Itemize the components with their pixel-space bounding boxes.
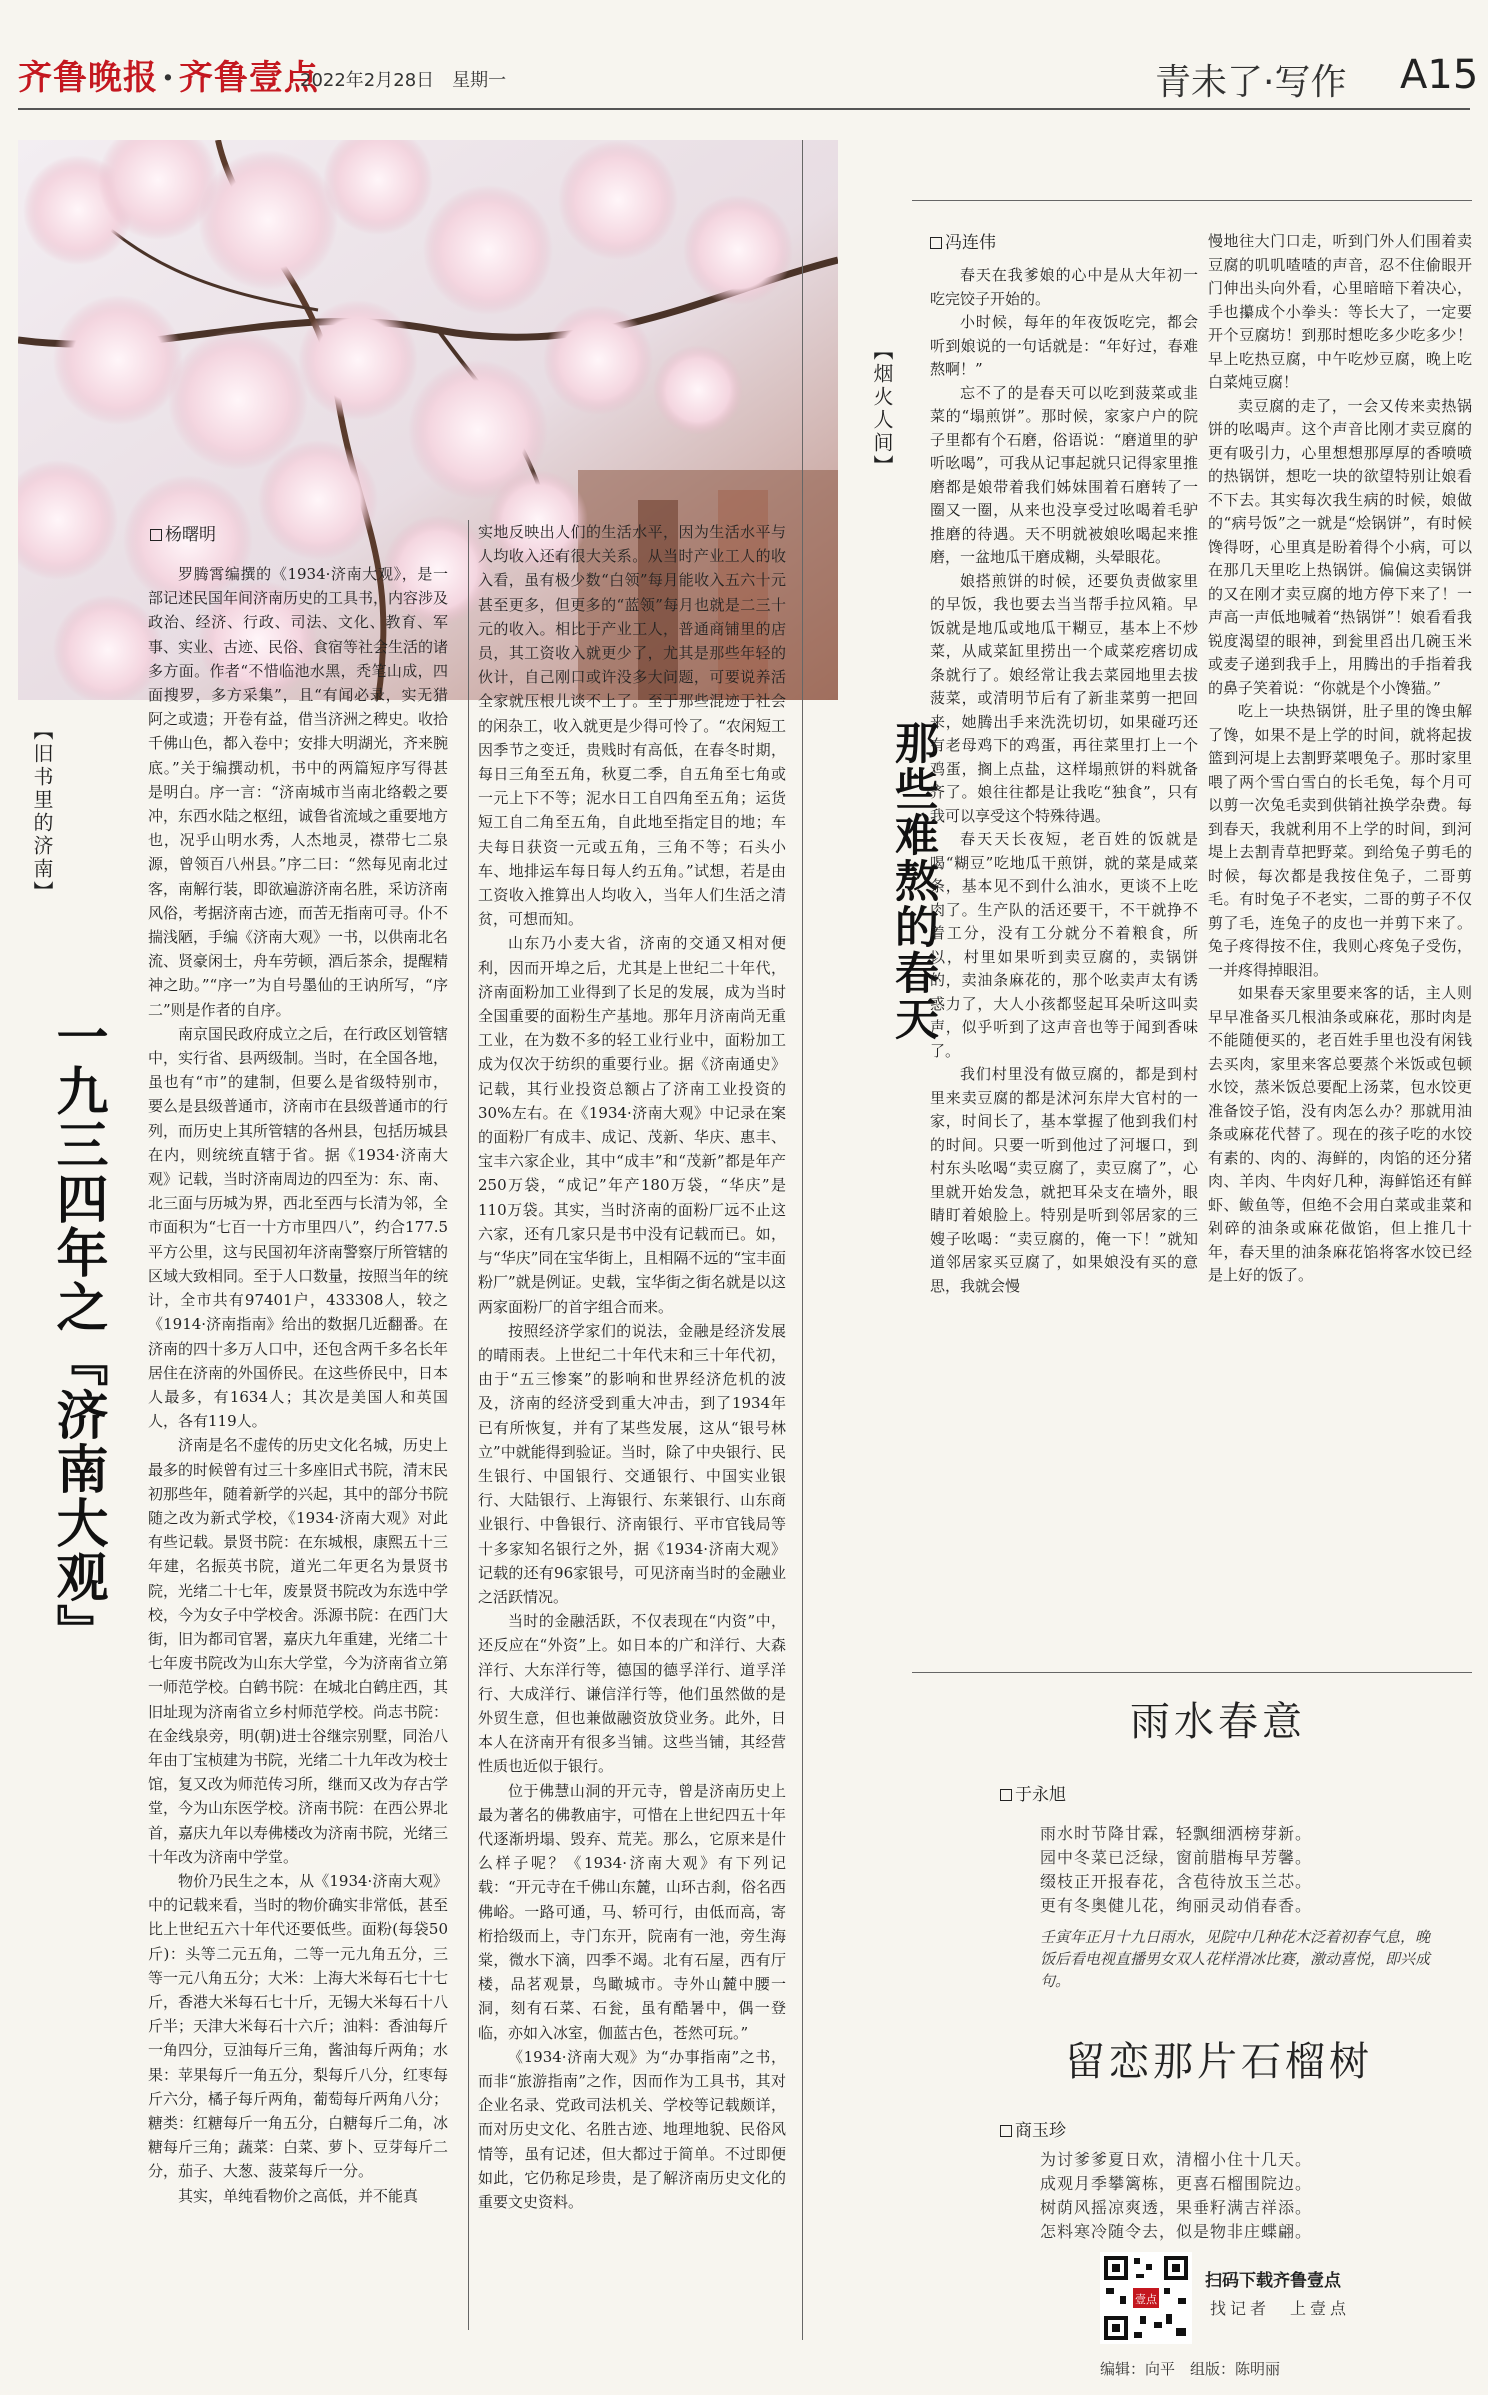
author-box-icon (150, 529, 162, 541)
poem-line: 成观月季攀篱栋，更喜石榴围院边。 (1040, 2174, 1313, 2193)
author-box-icon (1000, 2125, 1012, 2137)
qr-subcaption: 找记者 上壹点 (1210, 2299, 1351, 2318)
poem2-body (1040, 2148, 1312, 2244)
poem1-byline: 于永旭 (1000, 1780, 1066, 1805)
poem1-note: 壬寅年正月十九日雨水，见院中几种花木泛着初春气息，晚饭后看电视直播男女双人花样滑冰比赛，激动喜悦，即兴成句。 (1040, 1928, 1431, 1990)
poem-line: 园中冬菜已泛绿，窗前腊梅早芳馨。 (1040, 1848, 1313, 1867)
article1-paragraph: 其实，单纯看物价之高低，并不能真 (178, 2186, 419, 2205)
author-box-icon (1000, 1789, 1012, 1801)
page-divider (802, 140, 803, 2340)
section-title: 青未了·写作 (1155, 62, 1347, 103)
poem-line: 树荫风摇凉爽透，果垂籽满吉祥添。 (1040, 2198, 1313, 2217)
column-divider (468, 520, 469, 2330)
article2-paragraph: 我们村里没有做豆腐的，都是到村里来卖豆腐的都是沭河东岸大官村的一家，时间长了，基本掌握了他到我们村的时间。只要一听到他过了河堰口，到村东头吆喝“卖豆腐了，卖豆腐了”，心里就开始发急，就把耳朵支在墙外，眼睛盯着娘脸上。特别是听到邻居家的三嫂子吆喝：“卖豆腐的，俺一下！”就知道邻居家买豆腐了，如果娘没有买的意思，我就会慢 (930, 1065, 1198, 1295)
article1-paragraph: 南京国民政府成立之后，在行政区划管辖中，实行省、县两级制。当时，在全国各地，虽也有“市”的建制，但要么是省级特别市，要么是县级普通市，济南市在县级普通市的行列，而历史上其所管辖的各州县，包括历城县在内，则统统直辖于省。据《1934·济南大观》记载，当时济南周边的四至为：东、南、北三面与历城为界，西北至西与长清为邻，全市面积为“七百一十方市里四八”，约合177.5平方公里，这与民国初年济南警察厅所管辖的区域大致相同。至于人口数量，按照当年的统计，全市共有97401户，433308人，较之《1914·济南指南》给出的数据几近翻番。在济南的四十多万人口中，还包含两千多名长年居住在济南的外国侨民。在这些侨民中，日本人最多，有1634人；其次是美国人和英国人，各有119人。 (148, 1024, 449, 1431)
article2-title: 那些难熬的春天 (887, 720, 938, 1042)
article2-paragraph: 娘搭煎饼的时候，还要负责做家里的早饭，我也要去当当帮手拉风箱。早饭就是地瓜或地瓜干糊豆，基本上不炒菜，从咸菜缸里捞出一个咸菜疙瘩切成条就行了。娘经常让我去菜园地里去拔菠菜，或清明节后有了新韭菜剪一把回来，她腾出手来洗洗切切，如果碰巧还有老母鸡下的鸡蛋，再往菜里打上一个鸡蛋，搁上点盐，这样塌煎饼的料就备齐了。娘往往都是让我吃“独食”，只有我可以享受这个特殊待遇。 (930, 571, 1198, 825)
article2-paragraph: 小时候，每年的年夜饭吃完，都会听到娘说的一句话就是：“年好过，春难熬啊！” (930, 313, 1198, 378)
poem2-byline: 商玉珍 (1000, 2116, 1066, 2141)
article1-paragraph: 位于佛慧山洞的开元寺，曾是济南历史上最为著名的佛教庙宇，可惜在上世纪四五十年代逐渐坍塌、毁弃、荒芜。那么，它原来是什么样子呢？《1934·济南大观》有下列记载：“开元寺在千佛山东麓，山环古刹，俗名西佛峪。一路可通，马、轿可行，由低而高，寄桁拾级而上，寺门东开，院南有一池，旁生海棠，微水下滴，四季不竭。北有石屋，西有厅楼，品茗观景，鸟瞰城市。寺外山麓中腰一洞，刻有石菜、石瓮，虽有酷暑中，偶一登临，亦如入冰室，伽蓝古色，苍然可玩。” (478, 1781, 786, 2042)
article2-paragraph: 春天在我爹娘的心中是从大年初一吃完饺子开始的。 (930, 266, 1198, 308)
masthead-logo: 齐鲁晚报 · 齐鲁壹点 (18, 58, 319, 98)
article1-paragraph: 《1934·济南大观》为“办事指南”之书，而非“旅游指南”之作，因而作为工具书，其对企业名录、党政司法机关、学校等记载颇详，而对历史文化、名胜古迹、地理地貌、民俗风情等，虽有记述，但大都过于简单。不过即便如此，它仍称足珍贵，是了解济南历史文化的重要文史资料。 (478, 2047, 786, 2212)
poem-section-rule (912, 1672, 1472, 1673)
article1-title: 一九三四年之『济南大观』 (47, 1010, 108, 1658)
poem-line: 缀枝正开报春花，含苞待放玉兰芯。 (1040, 1872, 1313, 1891)
editor-credits: 编辑：向平 组版：陈明丽 (1100, 2360, 1281, 2378)
article1-paragraph: 当时的金融活跃，不仅表现在“内资”中，还反应在“外资”上。如日本的广和洋行、大森洋行、大东洋行等，德国的德孚洋行、道孚洋行、大成洋行、谦信洋行等，他们虽然做的是外贸生意，但也兼做融资放贷业务。此外，日本人在济南开有很多当铺。这些当铺，其经营性质也近似于银行。 (478, 1612, 786, 1776)
article2-top-rule (912, 200, 1472, 201)
poem1-body (1040, 1822, 1312, 1918)
article1-paragraph: 按照经济学家们的说法，金融是经济发展的晴雨表。上世纪二十年代末和三十年代初，由于“五三惨案”的影响和世界经济危机的波及，济南的经济受到重大冲击，到了1934年已有所恢复，并有了某些发展，这从“银号林立”中就能得到验证。当时，除了中央银行、民生银行、中国银行、交通银行、中国实业银行、大陆银行、上海银行、东莱银行、山东商业银行、中鲁银行、济南银行、平市官钱局等十多家知名银行之外，据《1934·济南大观》记载的还有96家银号，可见济南当时的金融业之活跃情况。 (478, 1321, 786, 1606)
issue-date: 2022年2月28日 星期一 (300, 70, 507, 91)
poem-line: 雨水时节降甘霖，轻飘细洒榜芽新。 (1040, 1824, 1313, 1843)
poem-line: 怎料寒冷随令去，似是物非庄蝶翩。 (1040, 2222, 1313, 2241)
qr-caption: 扫码下载齐鲁壹点 (1205, 2271, 1341, 2291)
poem-line: 为讨爹爹夏日欢，清榴小住十几天。 (1040, 2150, 1313, 2169)
download-qr-code[interactable] (1100, 2252, 1192, 2344)
article1-column1 (148, 562, 448, 2208)
article2-column1 (930, 264, 1198, 1298)
article2-paragraph: 忘不了的是春天可以吃到菠菜或韭菜的“塌煎饼”。那时候，家家户户的院子里都有个石磨，俗语说：“磨道里的驴听吆喝”，可我从记事起就只记得家里推磨都是娘带着我们姊妹围着石磨转了一圈又一圈，从来也没享受过吆喝着毛驴推磨的待遇。天不明就被娘吆喝起来推磨，一盆地瓜干磨成糊，头晕眼花。 (930, 383, 1198, 566)
author-box-icon (930, 237, 942, 249)
article1-column2 (478, 520, 786, 2214)
page-number: A15 (1400, 52, 1479, 98)
article2-byline: 冯连伟 (930, 228, 996, 253)
article2-paragraph: 卖豆腐的走了，一会又传来卖热锅饼的吆喝声。这个声音比刚才卖豆腐的更有吸引力，心里想想那厚厚的香喷喷的热锅饼，想吃一块的欲望特别让娘看不下去。其实每次我生病的时候，娘做的“病号饭”之一就是“烩锅饼”，有时候馋得呀，心里真是盼着得个小病，可以在那几天里吃上热锅饼。偏偏这卖锅饼的又在刚才卖豆腐的地方停下来了！一声高一声低地喊着“热锅饼”！娘看看我锐度渴望的眼神，到瓮里舀出几碗玉米或麦子递到我手上，用腾出的手指着我的鼻子笑着说：“你就是个小馋猫。” (1208, 396, 1472, 697)
poem-line: 更有冬奥健儿花，绚丽灵动俏春香。 (1040, 1896, 1313, 1915)
column-label-old-books: 【旧书里的济南】 (30, 720, 54, 904)
article2-paragraph: 吃上一块热锅饼，肚子里的馋虫解了馋，如果不是上学的时间，就将起拔篮到河堤上去割野菜喂兔子。那时家里喂了两个雪白雪白的长毛兔，每个月可以剪一次兔毛卖到供销社换学杂费。每到春天，我就利用不上学的时间，到河堤上去割青草把野菜。到给兔子剪毛的时候，每次都是我按住兔子，二哥剪毛。有时兔子不老实，二哥的剪子不仅剪了毛，连兔子的皮也一并剪下来了。兔子疼得按不住，我则心疼兔子受伤，一并疼得掉眼泪。 (1208, 702, 1472, 979)
poem1-title: 雨水春意 (1130, 1699, 1306, 1745)
article2-paragraph: 如果春天家里要来客的话，主人则早早准备买几根油条或麻花，那时肉是不能随便买的，老百姓手里也没有闲钱去买肉，家里来客总要蒸个米饭或包顿水饺，蒸米饭总要配上汤菜，包水饺更准备饺子馅，没有肉怎么办？那就用油条或麻花代替了。现在的孩子吃的水饺有素的、肉的、海鲜的，肉馅的还分猪肉、羊肉、牛肉好几种，海鲜馅还有鲜虾、鲅鱼等，但绝不会用白菜或韭菜和剁碎的油条或麻花做馅，但上推几十年，春天里的油条麻花馅将客水饺已经是上好的饭了。 (1208, 984, 1472, 1284)
article1-paragraph: 罗腾霄编撰的《1934·济南大观》，是一部记述民国年间济南历史的工具书，内容涉及政治、经济、行政、司法、文化、教育、军事、实业、古迹、民俗、食宿等社会生活的诸多方面。作者“不惜临池水黑，秃笔山成，四面搜罗，多方采集”，且“有闻必录，实无猎阿之或遗；开卷有益，借当济洲之稗史。收拾千佛山色，都入卷中；安排大明湖光，齐来腕底。”关于编撰动机，书中的两篇短序写得甚是明白。序一言：“济南城市当南北络毂之要冲，东西水陆之枢纽，诚鲁省流域之重要地方也，况乎山明水秀，人杰地灵，襟带七二泉源，曾领百八州县。”序二曰：“然每见南北过客，南解行装，即欲遍游济南名胜，采访济南风俗，考据济南古迹，而苦无指南可寻。仆不揣浅陋，手编《济南大观》一书，以供南北名流、贤豪闲士，舟车劳顿，酒后茶余，提醒精神之助。”“序一”为自号墨仙的王讷所写，“序二”则是作者的自序。 (148, 565, 449, 1019)
article1-paragraph: 济南是名不虚传的历史文化名城，历史上最多的时候曾有过三十多座旧式书院，清末民初那些年，随着新学的兴起，其中的部分书院随之改为新式学校，《1934·济南大观》对此有些记载。景贤书院：在东城根，康熙五十三年建，名振英书院，道光二年更名为景贤书院，光绪二十七年，废景贤书院改为东选中学校，今为女子中学校舍。泺源书院：在西门大街，旧为都司官署，嘉庆九年重建，光绪二十七年废书院改为山东大学堂，今为济南省立第一师范学校。白鹤书院：在城北白鹤庄西，其旧址现为济南省立乡村师范学校。尚志书院：在金线泉旁，明(朝)进士谷继宗别墅，同治八年由丁宝桢建为书院，光绪二十九年改为校士馆，复又改为师范传习所，继而又改为存古学堂，今为山东医学校。济南书院：在西公界北首，嘉庆九年以寿佛楼改为济南书院，光绪三十年改为济南中学堂。 (148, 1436, 449, 1866)
article1-byline: 杨曙明 (150, 520, 216, 545)
article1-paragraph: 山东乃小麦大省，济南的交通又相对便利，因而开埠之后，尤其是上世纪二十年代，济南面粉加工业得到了长足的发展，成为当时全国重要的面粉生产基地。那年月济南尚无重工业，在为数不多的轻工业行业中，面粉加工成为仅次于纺织的重要行业。据《济南通史》记载，其行业投资总额占了济南工业投资的30%左右。在《1934·济南大观》中记录在案的面粉厂有成丰、成记、茂新、华庆、惠丰、宝丰六家企业，其中“成丰”和“茂新”都是年产250万袋，“成记”年产180万袋，“华庆”是110万袋。其实，当时济南的面粉厂远不止这六家，还有几家只是书中没有记载而已。如，与“华庆”同在宝华街上，且相隔不远的“宝丰面粉厂”就是例证。史载，宝华街之街名就是以这两家面粉厂的首字组合而来。 (478, 934, 787, 1316)
column-label-fireworks: 【烟火人间】 (870, 340, 894, 478)
page-header (0, 0, 1488, 110)
header-rule (18, 108, 1470, 110)
poem2-title: 留恋那片石榴树 (1065, 2039, 1373, 2085)
article2-paragraph: 慢地往大门口走，听到门外人们围着卖豆腐的叽叽喳喳的声音，忍不住偷眼开门伸出头向外看，心里暗暗下着决心，手也攥成个小拳头：等长大了，一定要开个豆腐坊！到那时想吃多少吃多少！早上吃热豆腐，中午吃炒豆腐，晚上吃白菜炖豆腐！ (1208, 232, 1472, 391)
article2-column2 (1208, 230, 1472, 1288)
article1-paragraph: 实地反映出人们的生活水平，因为生活水平与人均收入还有很大关系。从当时产业工人的收入看，虽有极少数“白领”每月能收入五六十元甚至更多，但更多的“蓝领”每月也就是二三十元的收入。相比于产业工人，普通商铺里的店员，其工资收入就更少了，尤其是那些年轻的伙计，自己刚口或许没多大问题，可要说养活全家就压根儿谈不上了。至于那些混迹于社会的闲杂工，收入就更是少得可怜了。“农闲短工因季节之变迁，贵贱时有高低，在春冬时期，每日三角至五角，秋夏二季，自五角至七角或一元上下不等；泥水日工自四角至五角；运货短工自二角至五角，自此地至指定目的地；车夫每日获资一元或五角，三角不等；石头小车、地排运车每日每人约五角。”试想，若是由工资收入推算出人均收入，当年人们生活之清贫，可想而知。 (478, 523, 786, 929)
article2-paragraph: 春天天长夜短，老百姓的饭就是喝“糊豆”吃地瓜干煎饼，就的菜是咸菜条，基本见不到什么油水，更谈不上吃肉了。生产队的活还要干，不干就挣不着工分，没有工分就分不着粮食，所以，村里如果听到卖豆腐的，卖锅饼的，卖油条麻花的，那个吆卖声太有诱惑力了，大人小孩都竖起耳朵听这叫卖声，似乎听到了这声音也等于闻到香味了。 (930, 830, 1198, 1060)
article1-paragraph: 物价乃民生之本，从《1934·济南大观》中的记载来看，当时的物价确实非常低，甚至比上世纪五六十年代还要低些。面粉(每袋50斤)：头等二元五角，二等一元九角五分，三等一元八角五分；大米：上海大米每石七十七斤，香港大米每石七十斤，无锡大米每石十八斤半；天津大米每石十六斤；油料：香油每斤一角四分，豆油每斤三角，酱油每斤两角；水果：苹果每斤一角五分，梨每斤八分，红枣每斤六分，橘子每斤两角，葡萄每斤两角八分；糖类：红糖每斤一角五分，白糖每斤二角，冰糖每斤三角；蔬菜：白菜、萝卜、豆芽每斤二分，茄子、大葱、菠菜每斤一分。 (148, 1871, 449, 2181)
svg-text:壹点: 壹点 (1135, 2293, 1157, 2306)
